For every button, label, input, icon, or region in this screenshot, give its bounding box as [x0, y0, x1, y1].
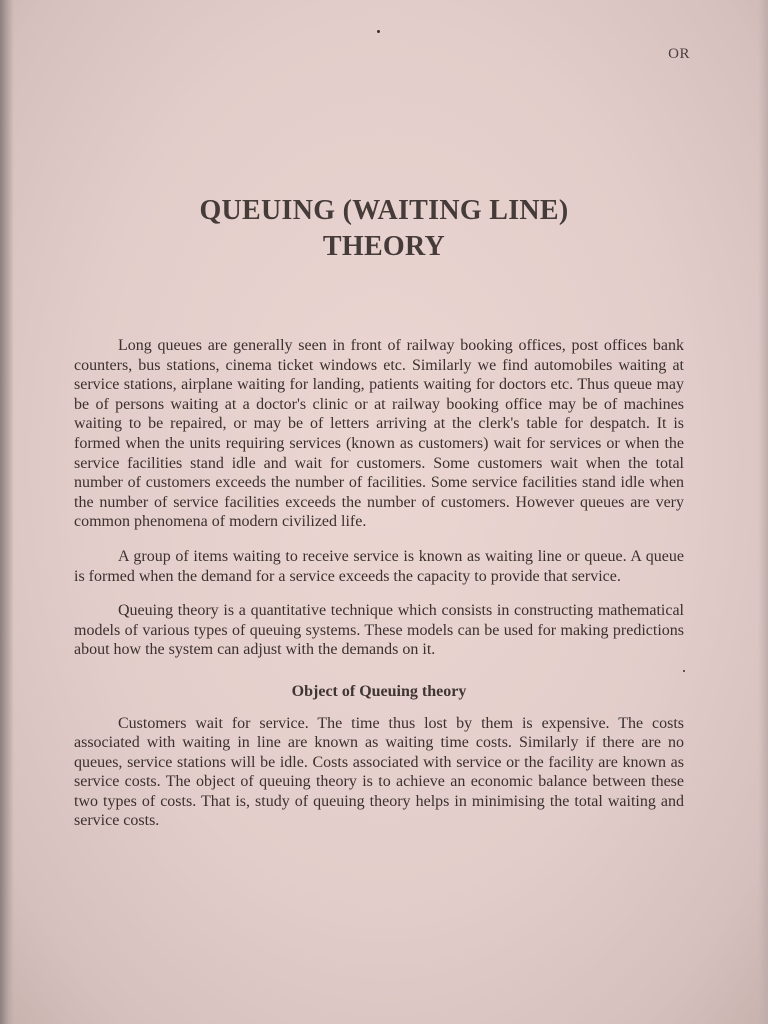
section-heading: Object of Queuing theory [291, 682, 467, 700]
chapter-title [0, 193, 768, 265]
object-paragraph: Customers wait for service. The time thus lost by them is expensive. The costs associated with waiting in line are known as waiting time costs. Similarly if there are no queues, service stations will be idle. Costs associated with service or the facility are known as service costs. The object of queuing theory is to achieve an economic balance between these two types of costs. That is, study of queuing theory helps in minimising the total waiting and service costs. [74, 714, 684, 830]
paper-speck [377, 30, 380, 33]
intro-paragraph: Long queues are generally seen in front of railway booking offices, post offices bank counters, bus stations, cinema ticket windows etc. Similarly we find automobiles waiting at service stations, airplane waiting for landing, patients waiting for doctors etc. Thus queue may be of persons waiting at a doctor's clinic or at railway booking office may be of machines waiting to be repaired, or may be of letters arriving at the clerk's table for despatch. It is formed when the units requiring services (known as customers) wait for services or when the service facilities stand idle and wait for customers. Some customers wait when the total number of customers exceeds the number of facilities. Some service facilities stand idle when the number of service facilities exceeds the number of customers. However queues are very common phenomena of modern civilized life. [74, 337, 684, 531]
chapter-title-line-2: THEORY [322, 231, 446, 262]
page-edge-shadow [758, 0, 768, 1024]
definition-paragraph: A group of items waiting to receive service is known as waiting line or queue. A queue is formed when the demand for a service exceeds the capacity to provide that service. [74, 547, 684, 585]
running-head: OR [668, 46, 690, 62]
chapter-title-line-1: QUEUING (WAITING LINE) [199, 195, 569, 226]
technique-paragraph: Queuing theory is a quantitative technique which consists in constructing mathematical models of various types of queuing systems. These models can be used for making predictions about how the system can adjust with the demands on it. [74, 602, 684, 659]
chapter-body [74, 336, 684, 831]
page-gutter-shadow [0, 0, 14, 1024]
